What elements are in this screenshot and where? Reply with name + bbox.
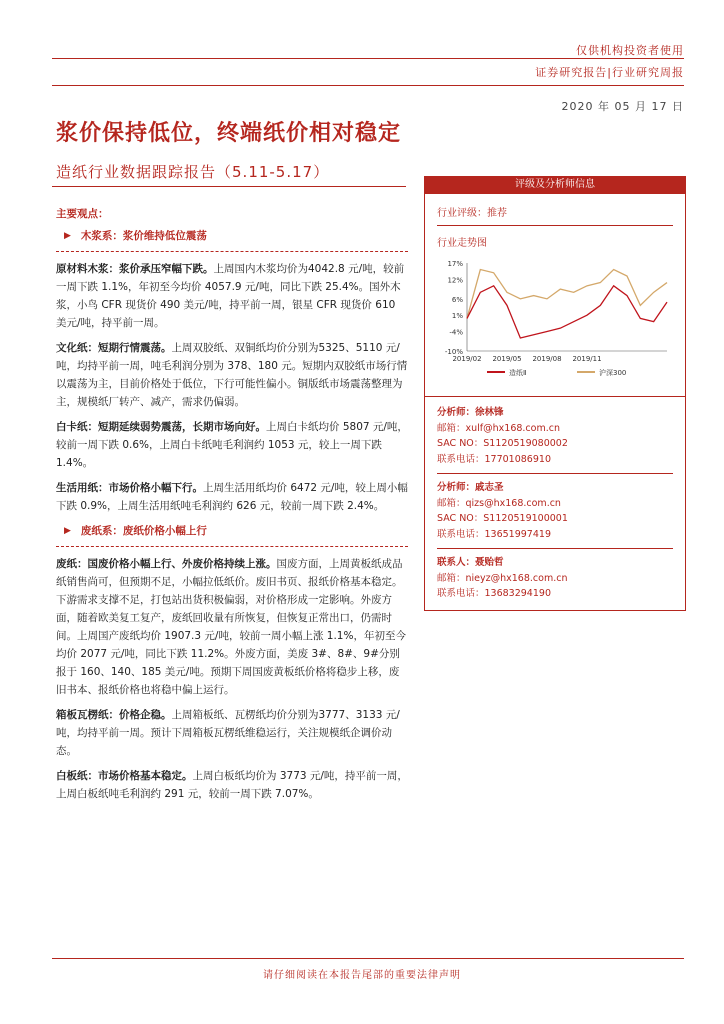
header-divider-2 [52,85,684,86]
analyst-phone: 联系电话：17701086910 [437,453,551,465]
x-tick-label: 2019/05 [492,355,522,363]
paragraph-text: 国废方面，上周黄板纸成品纸销售尚可，但预期不足，小幅拉低纸价。废旧书页、报纸价格基本稳定。下游需求支撑不足，打包站出货积极偏弱，对价格形成一定影响。外废方面，随着欧美复工复产，废纸回收量有所恢复，但恢复正常出口，仍需时间。上周国产废纸均价 1907.3 元/吨，较前一周小幅上涨 1.1%，年初至今均价 2077 元/吨，同比下跌 11.2%。外废方面，美废 3#、8#、9#分别报于 160、140、185 美元/吨。预期下周国废黄板纸价格将稳步上移，废旧书本、报纸价格也将稳中偏上运行。 [56,558,406,696]
paragraph-lead: 生活用纸：市场价格小幅下行。 [56,482,203,494]
header-divider [52,58,684,59]
trend-label: 行业走势图 [437,238,487,249]
paragraph-lead: 白板纸：市场价格基本稳定。 [56,770,193,782]
contact-name: 联系人：聂贻哲 [437,557,504,568]
y-tick-label: -10% [444,348,463,356]
header-report-type: 证券研究报告|行业研究周报 [535,66,684,79]
analyst-name: 分析师：徐林锋 [437,407,504,418]
subtitle-divider [52,186,406,187]
section-divider [56,251,408,252]
paragraph-waste-paper [56,555,408,699]
analyst-email[interactable]: 邮箱：xulf@hx168.com.cn [437,422,560,434]
triangle-bullet-icon: ▶ [64,526,71,536]
analyst-1 [437,405,673,467]
y-tick-label: -4% [449,328,463,337]
contact-email[interactable]: 邮箱：nieyz@hx168.com.cn [437,572,568,584]
industry-rating: 行业评级：推荐 [437,208,507,219]
paragraph-text: 上周箱板纸、瓦楞纸均价分别为3777、3133 元/吨，均持平前一周。预计下周箱板瓦楞纸维稳运行，关注规模纸企调价动态。 [56,709,400,757]
rating-divider [437,225,673,226]
analyst-2 [437,480,673,542]
subsection-pulp [64,227,408,245]
series-line [467,286,667,338]
rating-box [424,194,686,397]
paragraph-white-card [56,418,408,472]
analyst-divider [437,548,673,549]
paragraph-household-paper [56,479,408,515]
analyst-sac: SAC NO：S1120519080002 [437,438,568,449]
footer-disclaimer[interactable]: 请仔细阅读在本报告尾部的重要法律声明 [263,970,461,981]
analyst-name: 分析师：戚志圣 [437,482,504,493]
trend-chart [437,255,673,388]
subsection-waste-label: 废纸系：废纸价格小幅上行 [80,525,207,537]
contact-person [437,555,673,602]
sidebar-header: 评级及分析师信息 [424,176,686,194]
y-tick-label: 12% [447,276,463,285]
contact-phone: 联系电话：13683294190 [437,588,551,599]
x-tick-label: 2019/08 [532,355,562,363]
subsection-waste-paper [64,522,408,540]
paragraph-text: 上周国内木浆均价为4042.8 元/吨，较前一周下跌 1.1%，年初至今均价 4057.9 元/吨，同比下跌 25.4%。国外木浆，小鸟 CFR 现货价 490 美元/吨，持平前一周，银星 CFR 现货价 610 美元/吨，持平前一周。 [56,263,405,329]
page-title: 浆价保持低位，终端纸价相对稳定 [56,121,402,146]
subsection-pulp-label: 木浆系：浆价维持低位震荡 [80,230,207,242]
triangle-bullet-icon: ▶ [64,231,71,241]
paragraph-text: 上周白卡纸均价 5807 元/吨，较前一周下跌 0.6%，上周白卡纸吨毛利润约 1053 元，较上一周下跌 1.4%。 [56,421,408,469]
analyst-email[interactable]: 邮箱：qizs@hx168.com.cn [437,497,561,509]
paragraph-culture-paper [56,339,408,411]
paragraph-text: 上周生活用纸均价 6472 元/吨，较上周小幅下跌 0.9%，上周生活用纸吨毛利润约 626 元，较前一周下跌 2.4%。 [56,482,408,512]
sidebar [424,176,686,611]
analyst-box [424,397,686,611]
section-label: 主要观点： [56,208,109,220]
y-tick-label: 1% [451,312,463,321]
paragraph-lead: 废纸：国废价格小幅上行、外废价格持续上涨。 [56,558,277,570]
paragraph-lead: 原材料木浆：浆价承压窄幅下跌。 [56,263,214,275]
series-line [467,270,667,319]
header-usage-note: 仅供机构投资者使用 [576,44,684,57]
paragraph-boxboard [56,706,408,760]
paragraph-lead: 白卡纸：短期延续弱势震荡，长期市场向好。 [56,421,266,433]
report-date: 2020 年 05 月 17 日 [561,100,684,113]
section-divider [56,546,408,547]
analyst-sac: SAC NO：S1120519100001 [437,513,568,524]
analyst-phone: 联系电话：13651997419 [437,528,551,540]
y-tick-label: 6% [451,295,463,304]
x-tick-label: 2019/02 [452,355,482,363]
paragraph-lead: 箱板瓦楞纸：价格企稳。 [56,709,172,721]
paragraph-pulp [56,260,408,332]
paragraph-text: 上周双胶纸、双铜纸均价分别为5325、5110 元/吨，均持平前一周，吨毛利润分别为 378、180 元。短期内双胶纸市场行情以震荡为主，目前价格处于低位，下行可能性偏小。铜版纸市场震荡整理为主，规模纸厂转产、减产，需求仍偏弱。 [56,342,408,408]
page-subtitle: 造纸行业数据跟踪报告（5.11-5.17） [56,163,330,181]
legend-label: 沪深300 [599,369,627,377]
footer-divider [52,958,684,959]
analyst-divider [437,473,673,474]
paragraph-white-board [56,767,408,803]
paragraph-text: 上周白板纸均价为 3773 元/吨，持平前一周，上周白板纸吨毛利润约 291 元，较前一周下跌 7.07%。 [56,770,408,800]
trend-chart-svg [437,255,673,385]
y-tick-label: 17% [447,260,463,268]
main-content [56,205,408,810]
paragraph-lead: 文化纸：短期行情震荡。 [56,342,172,354]
legend-label: 造纸Ⅱ [509,369,527,377]
x-tick-label: 2019/11 [572,355,602,363]
